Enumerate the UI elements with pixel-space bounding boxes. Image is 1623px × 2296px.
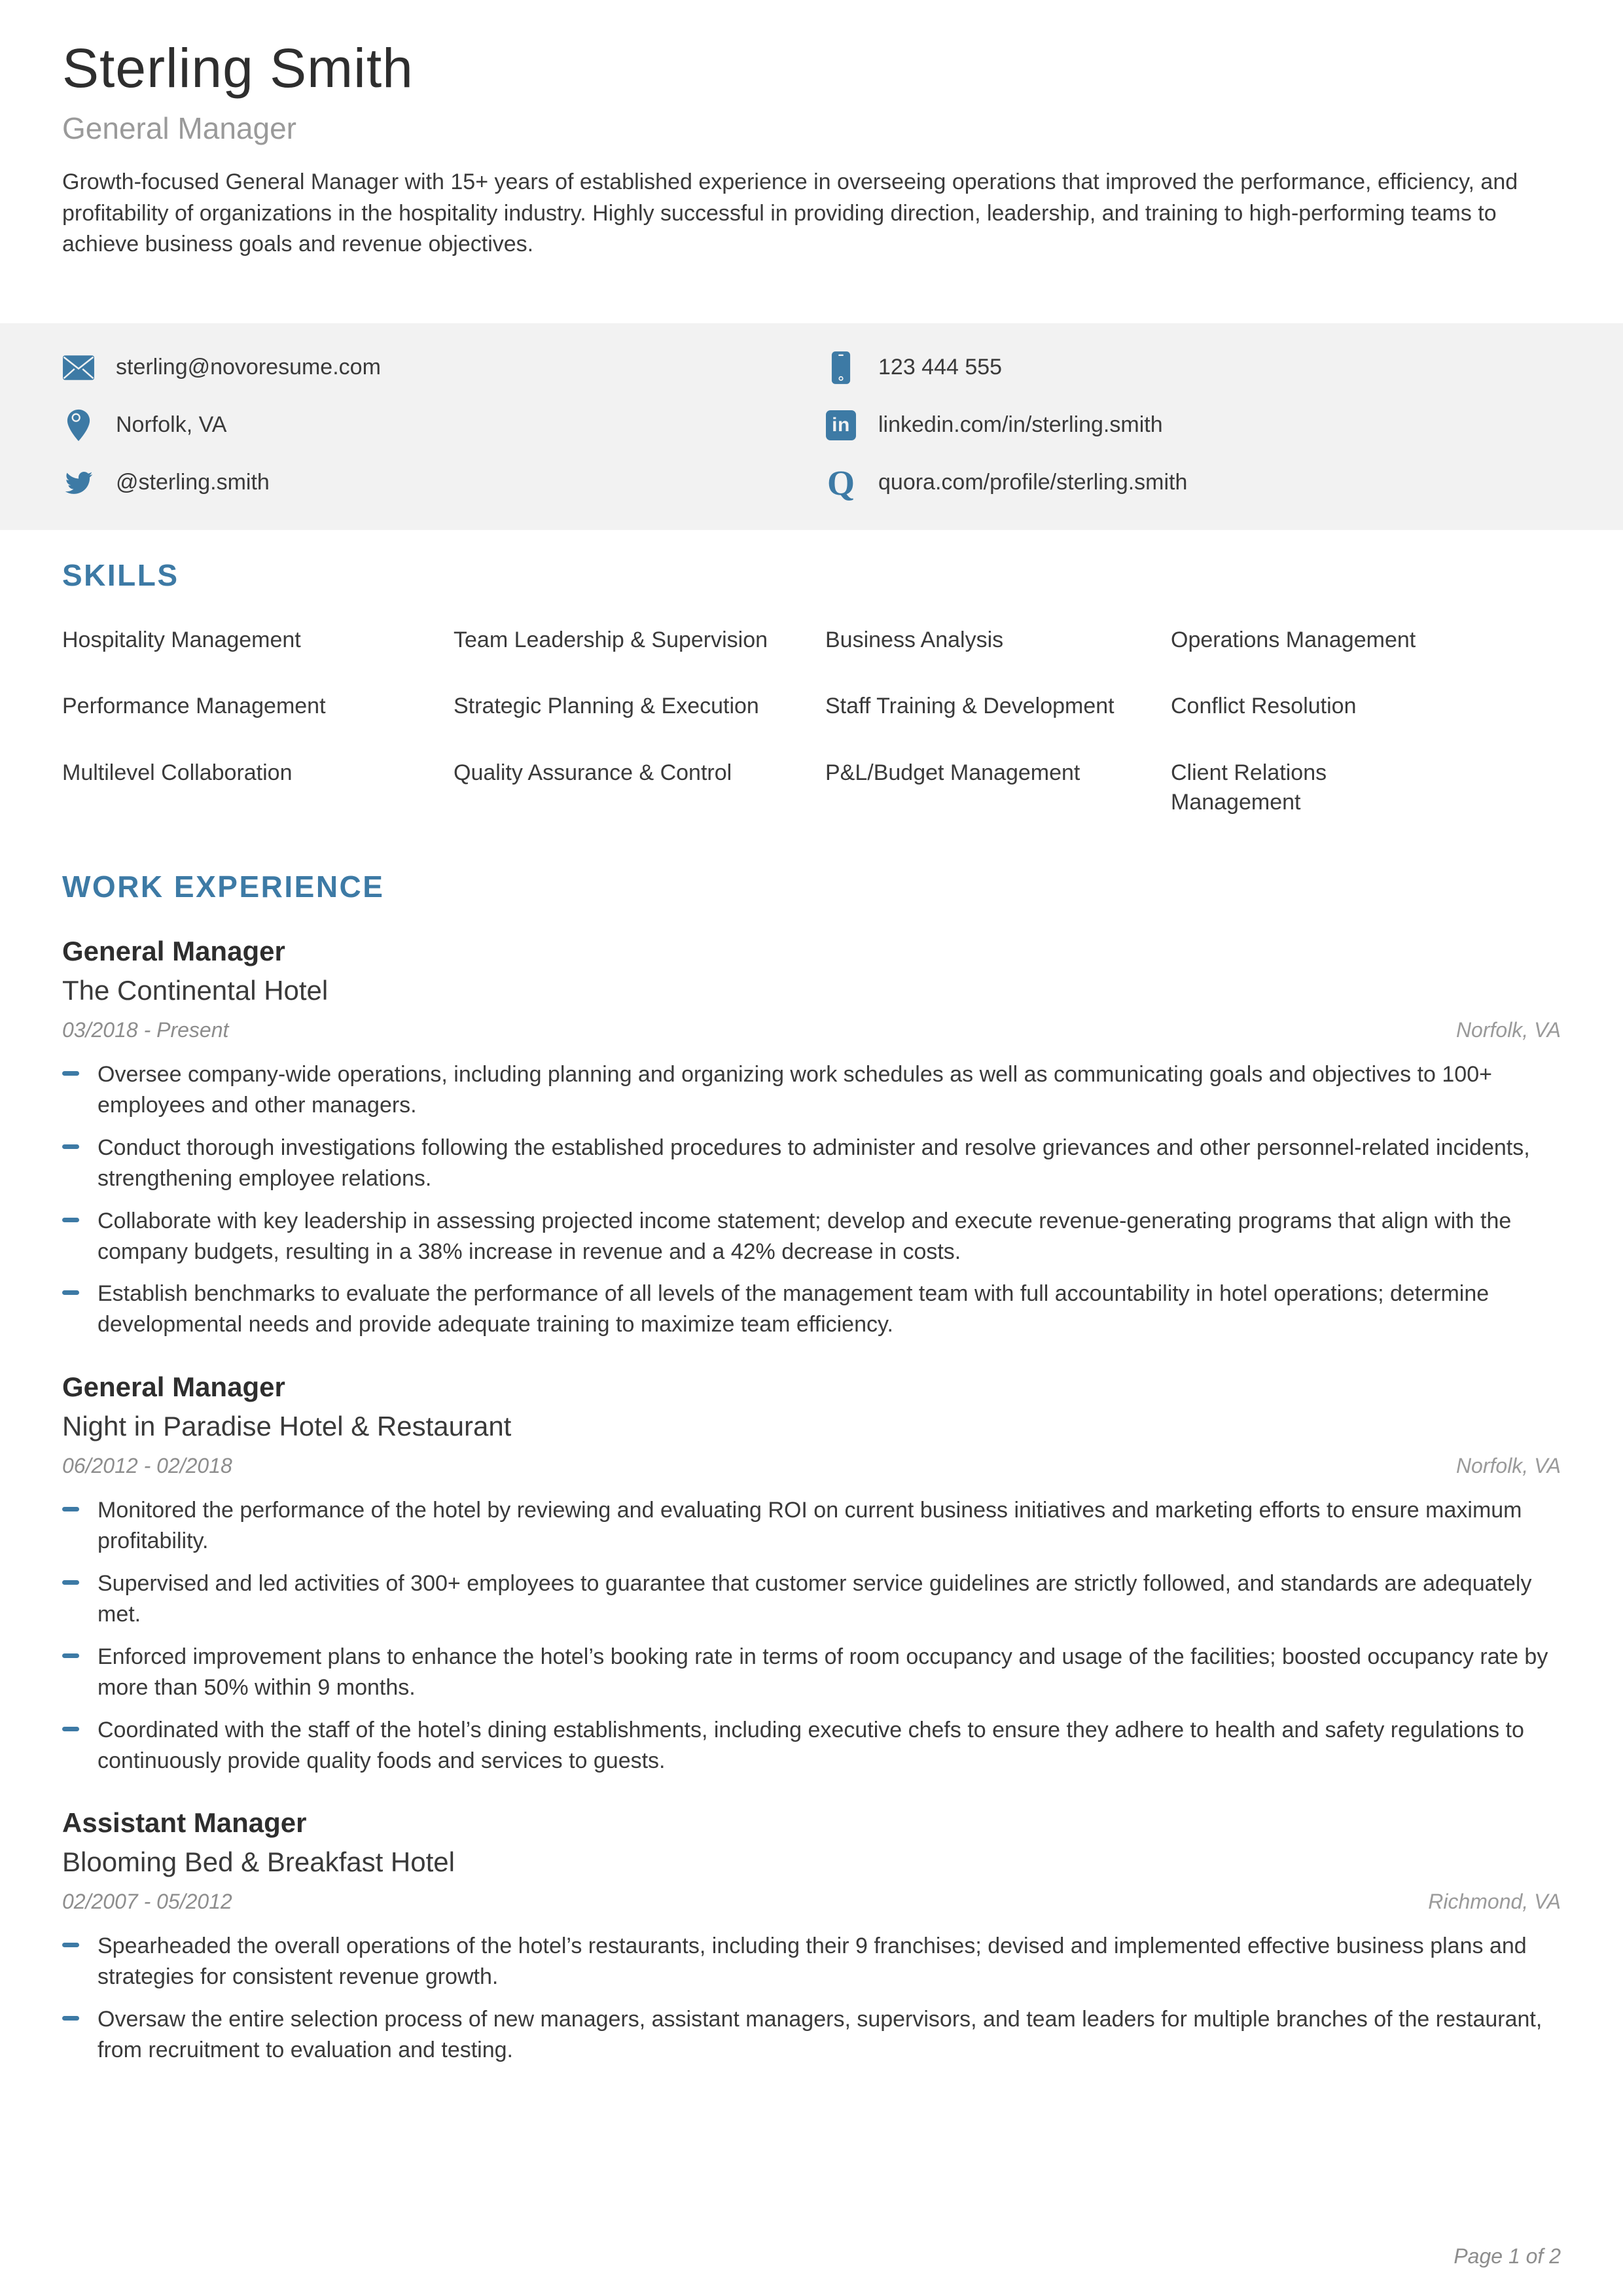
- bullet-text: Conduct thorough investigations following the established procedures to administer and resolve grievances and other personnel-related incidents, strengthening employee relations.: [98, 1135, 1530, 1191]
- bullet-text: Collaborate with key leadership in assessing projected income statement; develop and execute revenue-generating programs that align with the company budgets, resulting in a 38% increase in revenue and a 42% decrease in costs.: [98, 1208, 1512, 1264]
- linkedin-badge-glyph: in: [826, 410, 856, 440]
- skill-item: P&L/Budget Management: [825, 760, 1080, 785]
- bullet-text: Oversaw the entire selection process of new managers, assistant managers, supervisors, and team leaders for multiple branches of the restaurant, from recruitment to evaluation and testing.: [98, 2007, 1543, 2063]
- job-company: Night in Paradise Hotel & Restaurant: [62, 1411, 512, 1442]
- bullet-item: [62, 1715, 1561, 1776]
- bullet-item: [62, 1642, 1561, 1703]
- map-pin-icon: [62, 408, 95, 442]
- person-name: Sterling Smith: [62, 37, 414, 99]
- email-value[interactable]: sterling@novoresume.com: [116, 355, 381, 380]
- skill-item: Quality Assurance & Control: [454, 760, 732, 785]
- bullet-item: [62, 1279, 1561, 1340]
- envelope-icon: [62, 351, 95, 385]
- job-title: General Manager: [62, 935, 285, 966]
- bullet-item: [62, 1206, 1561, 1267]
- skills-grid: [62, 626, 1561, 818]
- skill-item: Strategic Planning & Execution: [454, 694, 759, 719]
- twitter-value[interactable]: @sterling.smith: [116, 470, 270, 495]
- linkedin-value[interactable]: linkedin.com/in/sterling.smith: [878, 412, 1163, 438]
- bullet-text: Establish benchmarks to evaluate the performance of all levels of the management team with full accountability in hotel operations; determine developmental needs and provide adequate training to maximize team efficiency.: [98, 1281, 1489, 1337]
- contact-band: [0, 323, 1623, 530]
- bullet-item: [62, 1133, 1561, 1194]
- twitter-bird-icon: [62, 466, 95, 500]
- job-company: Blooming Bed & Breakfast Hotel: [62, 1846, 455, 1878]
- contact-phone: [825, 351, 1561, 385]
- person-job-title: General Manager: [62, 111, 296, 145]
- job-entry: [62, 1371, 1561, 1776]
- skill-item: Conflict Resolution: [1171, 694, 1357, 719]
- bullet-text: Spearheaded the overall operations of the hotel’s restaurants, including their 9 franchises; devised and implemented effective business plans and strategies for consistent revenue growth.: [98, 1934, 1527, 1990]
- skill-item: Business Analysis: [825, 627, 1004, 652]
- job-location: Norfolk, VA: [1455, 1454, 1561, 1478]
- job-meta-row: [62, 1018, 1561, 1042]
- quora-value[interactable]: quora.com/profile/sterling.smith: [878, 470, 1188, 495]
- bullet-text: Monitored the performance of the hotel by reviewing and evaluating ROI on current business initiatives and marketing efforts to ensure maximum profitability.: [98, 1498, 1522, 1554]
- skill-item: Operations Management: [1171, 627, 1416, 652]
- bullet-text: Enforced improvement plans to enhance the hotel’s booking rate in terms of room occupancy and usage of the facilities; boosted occupancy rate by more than 50% within 9 months.: [98, 1644, 1548, 1700]
- job-entry: [62, 1807, 1561, 2066]
- phone-value[interactable]: 123 444 555: [878, 355, 1003, 380]
- job-bullet-list: [62, 1931, 1561, 2066]
- page-indicator: Page 1 of 2: [1454, 2244, 1561, 2268]
- bullet-dash-icon: [62, 2016, 79, 2021]
- job-dates: 06/2012 - 02/2018: [62, 1454, 232, 1478]
- job-bullet-list: [62, 1495, 1561, 1776]
- resume-header: [0, 0, 1623, 260]
- bullet-item: [62, 1568, 1561, 1630]
- quora-icon: [825, 463, 857, 503]
- bullet-dash-icon: [62, 1144, 79, 1149]
- job-title: Assistant Manager: [62, 1807, 307, 1839]
- job-dates: 03/2018 - Present: [62, 1017, 229, 1042]
- job-location: Norfolk, VA: [1455, 1017, 1561, 1042]
- bullet-dash-icon: [62, 1580, 79, 1585]
- bullet-dash-icon: [62, 1071, 79, 1076]
- skill-item: Client Relations Management: [1171, 760, 1327, 815]
- bullet-text: Supervised and led activities of 300+ employees to guarantee that customer service guidelines are strictly followed, and standards are adequately met.: [98, 1571, 1532, 1627]
- skill-item: Staff Training & Development: [825, 694, 1115, 719]
- summary-paragraph: Growth-focused General Manager with 15+ years of established experience in overseeing operations that improved the performance, efficiency, and profitability of organizations in the hospitality industry. Highly successful in providing direction, leadership, and training to high-performing teams to achieve business goals and revenue objectives.: [62, 169, 1518, 257]
- bullet-item: [62, 1059, 1561, 1121]
- skills-heading: SKILLS: [62, 557, 179, 592]
- work-experience-section: [0, 869, 1623, 2066]
- linkedin-icon: [825, 408, 857, 442]
- job-location: Richmond, VA: [1428, 1890, 1561, 1914]
- location-value: Norfolk, VA: [116, 412, 227, 438]
- contact-twitter: [62, 466, 798, 500]
- contact-email: [62, 351, 798, 385]
- skills-section: [0, 557, 1623, 818]
- work-experience-heading: WORK EXPERIENCE: [62, 869, 385, 904]
- job-dates: 02/2007 - 05/2012: [62, 1890, 232, 1914]
- bullet-item: [62, 1495, 1561, 1557]
- job-bullet-list: [62, 1059, 1561, 1340]
- bullet-dash-icon: [62, 1218, 79, 1222]
- bullet-text: Coordinated with the staff of the hotel’s dining establishments, including executive chefs to ensure they adhere to health and safety regulations to continuously provide quality foods and services to guests.: [98, 1717, 1524, 1773]
- skill-item: Performance Management: [62, 694, 326, 719]
- job-company: The Continental Hotel: [62, 974, 329, 1006]
- bullet-dash-icon: [62, 1507, 79, 1511]
- quora-glyph: Q: [827, 463, 855, 503]
- bullet-dash-icon: [62, 1727, 79, 1731]
- contact-quora: [825, 463, 1561, 503]
- mobile-phone-icon: [825, 351, 857, 385]
- bullet-dash-icon: [62, 1290, 79, 1295]
- bullet-item: [62, 2004, 1561, 2066]
- job-meta-row: [62, 1454, 1561, 1478]
- skill-item: Team Leadership & Supervision: [454, 627, 768, 652]
- bullet-dash-icon: [62, 1653, 79, 1658]
- skill-item: Multilevel Collaboration: [62, 760, 293, 785]
- bullet-dash-icon: [62, 1943, 79, 1947]
- bullet-item: [62, 1931, 1561, 1992]
- job-meta-row: [62, 1890, 1561, 1914]
- job-title: General Manager: [62, 1371, 285, 1403]
- job-entry: [62, 936, 1561, 1340]
- contact-linkedin: [825, 408, 1561, 442]
- contact-location: [62, 408, 798, 442]
- bullet-text: Oversee company-wide operations, including planning and organizing work schedules as well as communicating goals and objectives to 100+ employees and other managers.: [98, 1061, 1492, 1118]
- skill-item: Hospitality Management: [62, 627, 301, 652]
